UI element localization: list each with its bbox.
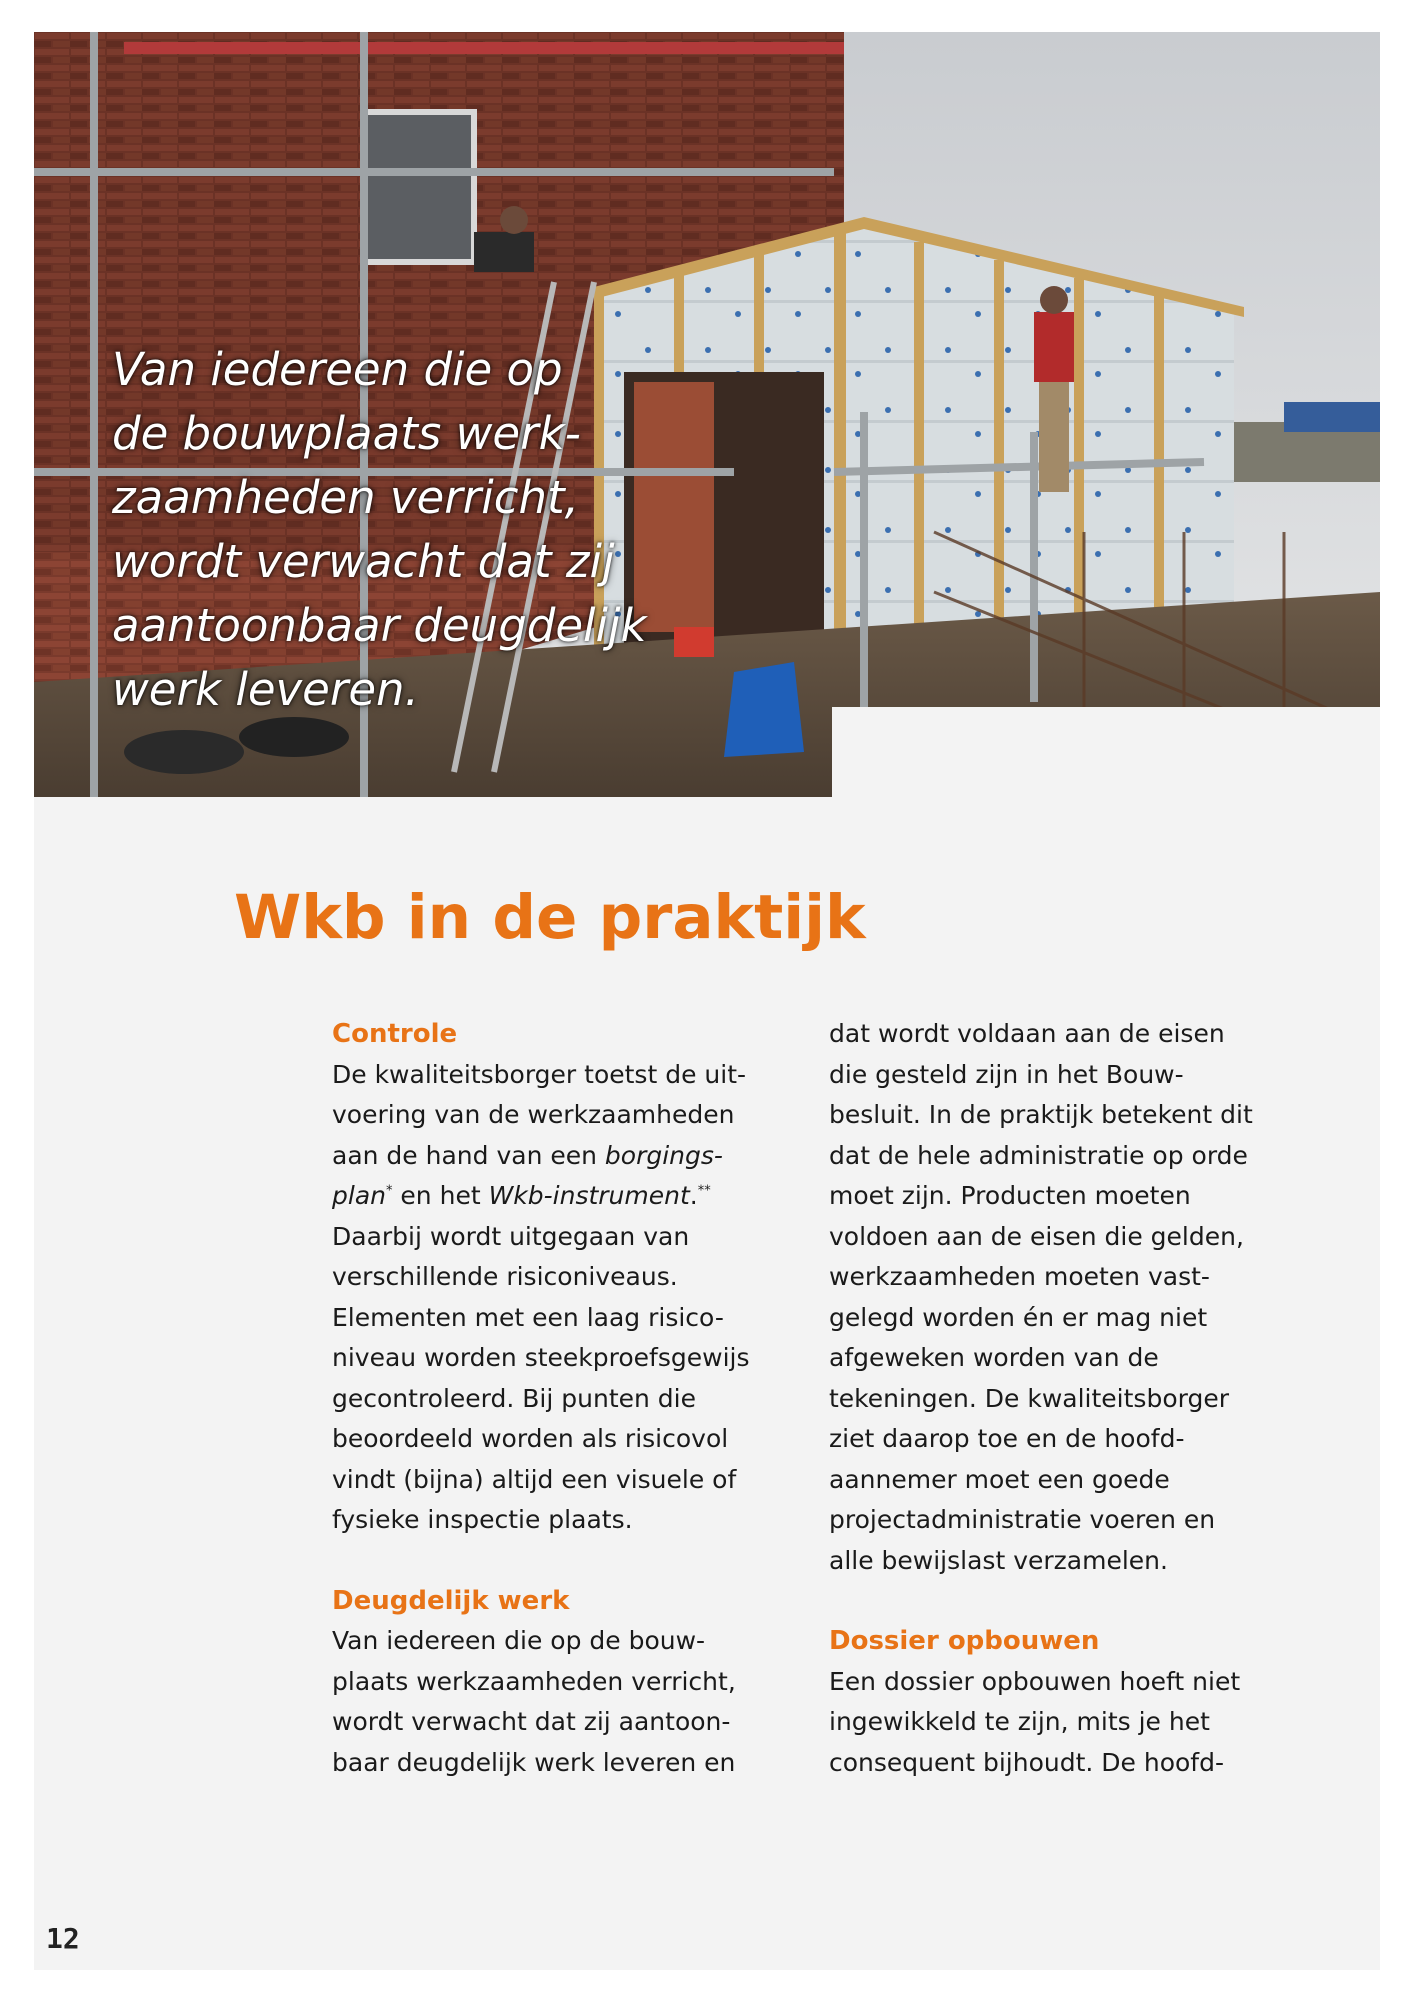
section-body-dossier-opbouwen: Een dossier opbouwen hoeft niet ingewikkeld te zijn, mits je het consequent bijhoudt. De hoofd- <box>829 1666 1241 1777</box>
quote-line: zaamheden verricht, <box>112 471 579 524</box>
section-heading-dossier-opbouwen: Dossier opbouwen <box>829 1626 1100 1656</box>
section-heading-controle: Controle <box>332 1019 458 1049</box>
page <box>34 32 1380 1970</box>
quote-line: aantoonbaar deugdelijk <box>112 599 647 652</box>
quote-line: de bouwplaats werk- <box>112 407 581 460</box>
photo-notch <box>832 707 1380 797</box>
hero-photo <box>34 32 1380 797</box>
section-heading-deugdelijk-werk: Deugdelijk werk <box>332 1585 570 1616</box>
hero-quote <box>112 338 752 722</box>
quote-line: werk leveren. <box>112 663 419 716</box>
quote-line: wordt verwacht dat zij <box>112 535 615 588</box>
left-column <box>332 1014 787 1783</box>
page-number: 12 <box>46 1922 80 1955</box>
quote-line: Van iedereen die op <box>112 343 563 396</box>
page-title: Wkb in de praktijk <box>234 882 866 953</box>
section-body-continued: dat wordt voldaan aan de eisen die gesteld zijn in het Bouw- besluit. In de praktijk betekent dit dat de hele administratie op orde moet zijn. Producten moeten voldoen aan de eisen die gelden, werkzaamheden moeten vast- gelegd worden én er mag niet afgeweken worden van de tekeningen. De kwaliteitsborger ziet daarop toe en de hoofd- aannemer moet een goede projectadministratie voeren en alle bewijslast verzamelen. <box>829 1019 1253 1575</box>
section-body-deugdelijk-werk: Van iedereen die op de bouw- plaats werkzaamheden verricht, wordt verwacht dat zij aantoon- baar deugdelijk werk leveren en <box>332 1626 736 1777</box>
section-body-controle: De kwaliteitsborger toetst de uit- voering van de werkzaamheden aan de hand van een borgings- plan* en het Wkb-instrument.** Daarbij wordt uitgegaan van verschillende risiconiveaus. Elementen met een laag risico- niveau worden steekproefsgewijs gecontroleerd. Bij punten die beoordeeld worden als risicovol vindt (bijna) altijd een visuele of fysieke inspectie plaats. <box>332 1059 750 1534</box>
right-column <box>829 1014 1284 1783</box>
